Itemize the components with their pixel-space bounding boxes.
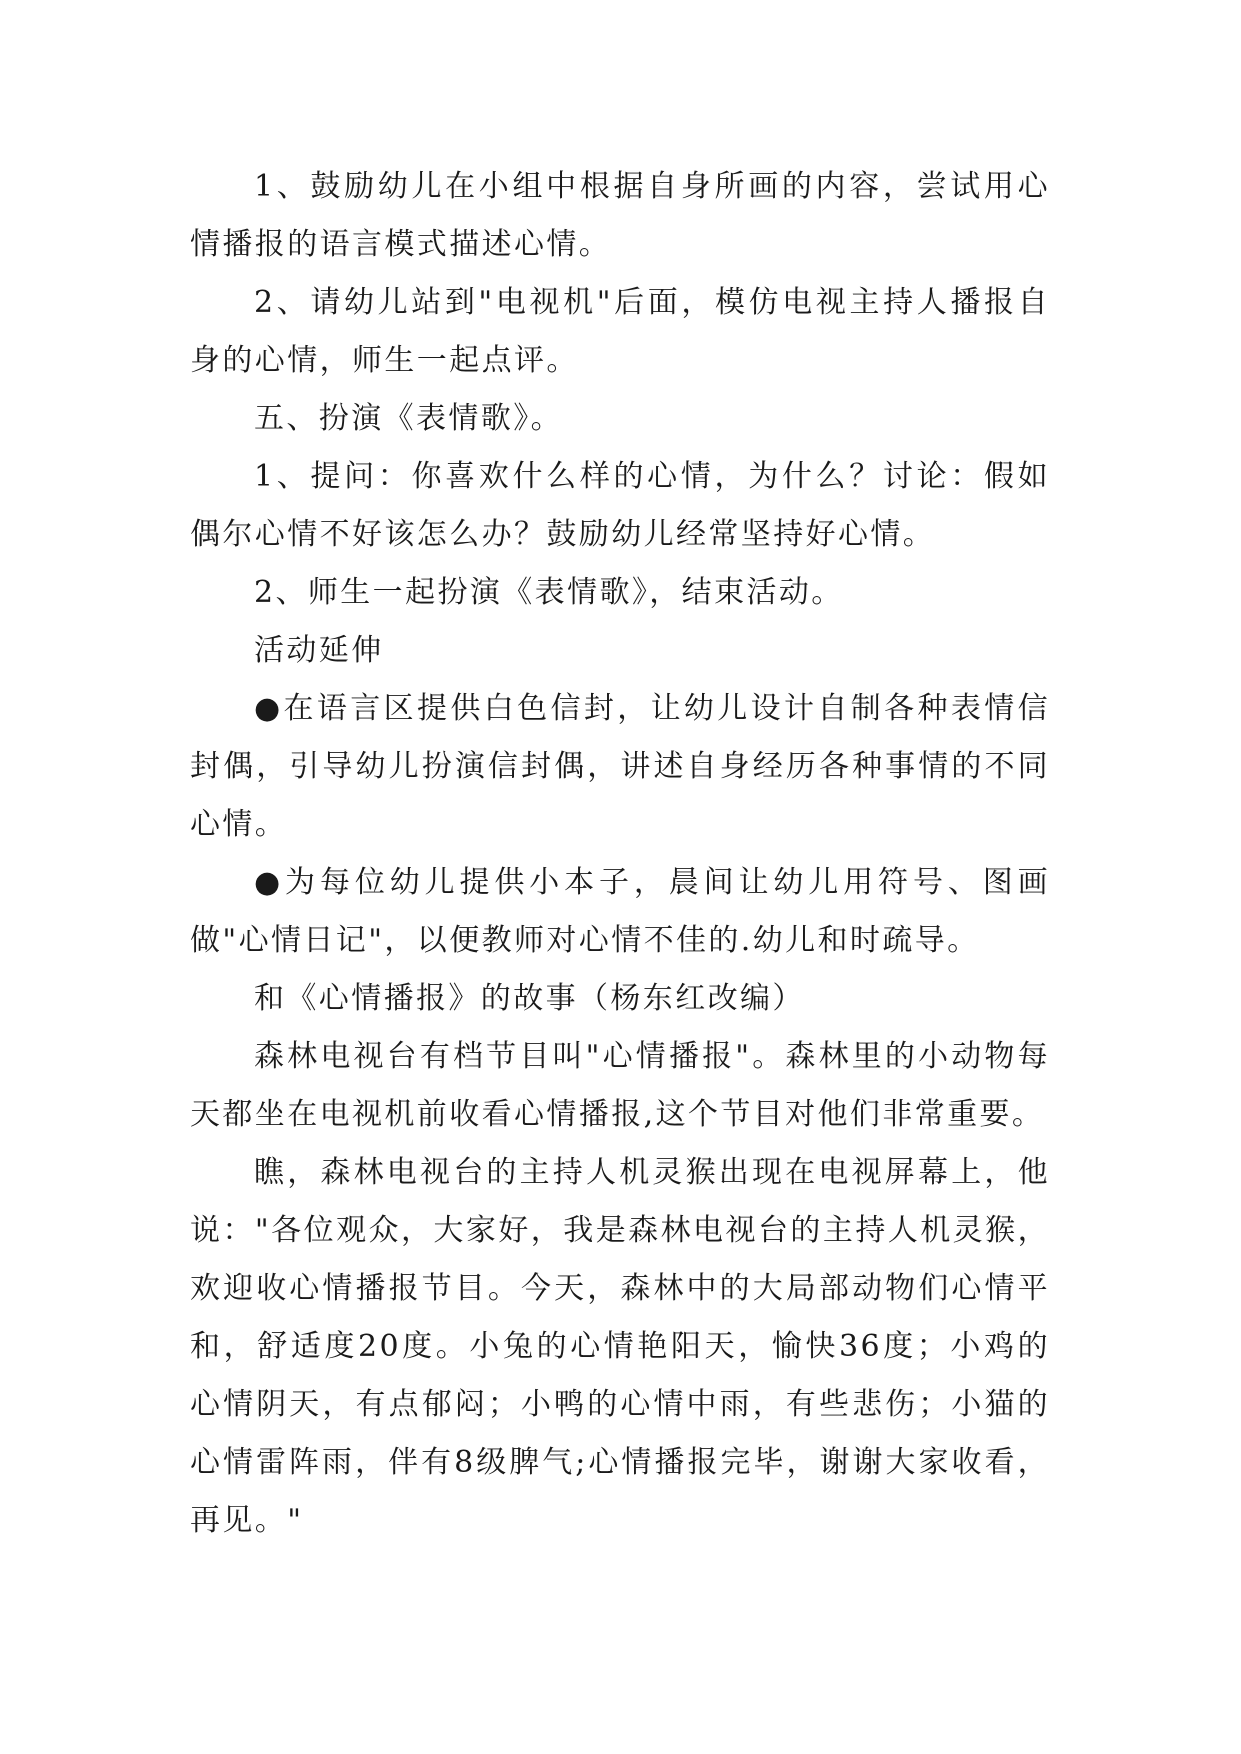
story-paragraph-1: 森林电视台有档节目叫"心情播报"。森林里的小动物每天都坐在电视机前收看心情播报,这个节目对他们非常重要。 xyxy=(190,1039,1050,1132)
section-heading-extension: 活动延伸 xyxy=(254,633,384,668)
bullet-mood-diary: ●为每位幼儿提供小本子，晨间让幼儿用符号、图画做"心情日记"，以便教师对心情不佳的.幼儿和时疏导。 xyxy=(190,865,1050,958)
paragraph-perform-song: 2、师生一起扮演《表情歌》，结束活动。 xyxy=(254,575,844,610)
paragraph-tv-host: 2、请幼儿站到"电视机"后面，模仿电视主持人播报自身的心情，师生一起点评。 xyxy=(190,285,1050,378)
section-heading-five: 五、扮演《表情歌》。 xyxy=(254,401,563,436)
bullet-envelope-puppet: ●在语言区提供白色信封，让幼儿设计自制各种表情信封偶，引导幼儿扮演信封偶，讲述自身经历各种事情的不同心情。 xyxy=(190,691,1050,842)
story-title: 和《心情播报》的故事（杨东红改编） xyxy=(254,981,805,1016)
paragraph-encourage-description: 1、鼓励幼儿在小组中根据自身所画的内容，尝试用心情播报的语言模式描述心情。 xyxy=(190,169,1050,262)
story-paragraph-2: 瞧，森林电视台的主持人机灵猴出现在电视屏幕上，他说："各位观众，大家好，我是森林电视台的主持人机灵猴，欢迎收心情播报节目。今天，森林中的大局部动物们心情平和，舒适度20度。小兔的心情艳阳天，愉快36度；小鸡的心情阴天，有点郁闷；小鸭的心情中雨，有些悲伤；小猫的心情雷阵雨，伴有8级脾气;心情播报完毕，谢谢大家收看，再见。" xyxy=(190,1155,1050,1538)
document-body xyxy=(190,158,1050,1550)
paragraph-question: 1、提问：你喜欢什么样的心情，为什么？讨论：假如偶尔心情不好该怎么办？鼓励幼儿经常坚持好心情。 xyxy=(190,459,1050,552)
